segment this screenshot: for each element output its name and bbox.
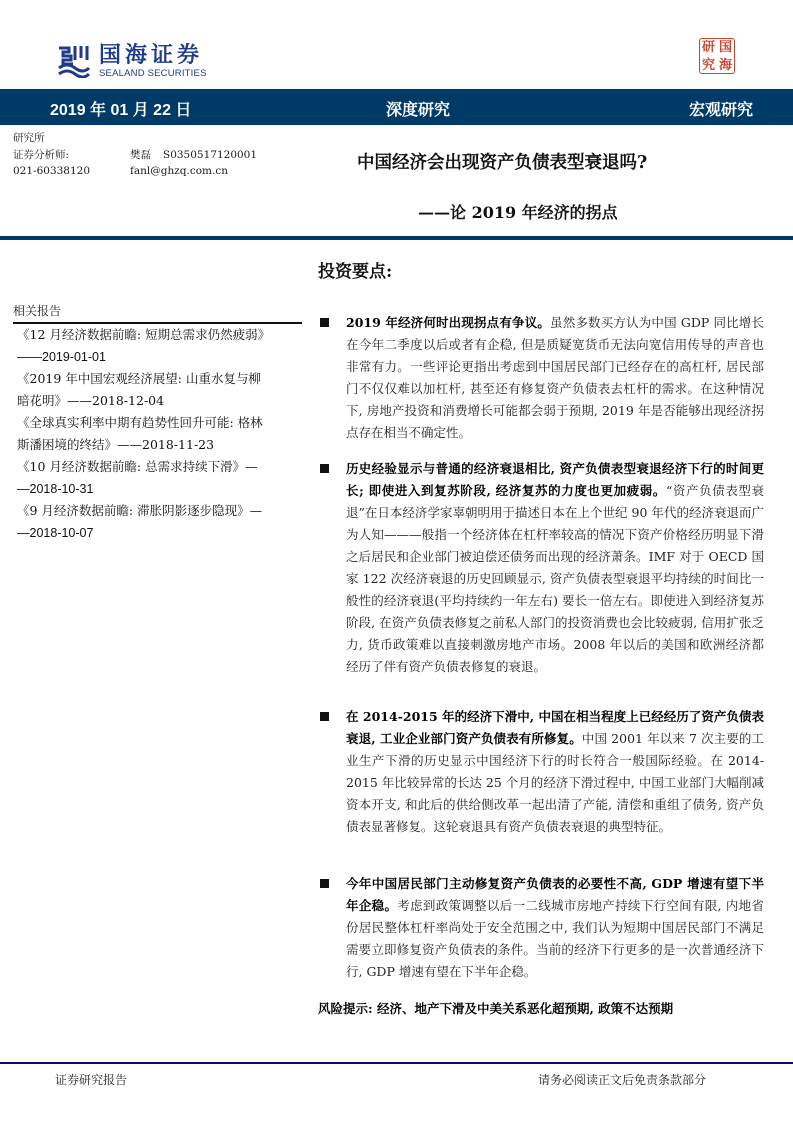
risk-warning: 风险提示: 经济、地产下滑及中美关系恶化超预期, 政策不达预期	[318, 1001, 674, 1016]
wave-logo-icon	[57, 44, 91, 78]
related-report-title: 《12 月经济数据前瞻: 短期总需求仍然疲弱》	[17, 327, 271, 342]
seal-char: 究	[701, 58, 715, 73]
section-heading: 投资要点:	[318, 262, 393, 282]
header-bar	[0, 89, 793, 125]
analyst-name: 樊磊	[130, 149, 151, 161]
related-report-date: ——2019-01-01	[17, 350, 106, 364]
bullet-square-icon	[320, 318, 329, 327]
key-point-lead: 在 2014-2015 年的经济下滑中, 中国在相当程度上已经经历了资产负债表衰退, 工业企业部门资产负债表有所修复。	[346, 709, 764, 746]
analyst-email[interactable]: fanl@ghzq.com.cn	[130, 165, 228, 177]
related-report-item[interactable]	[17, 412, 302, 456]
key-point	[318, 458, 764, 678]
key-point	[318, 873, 764, 983]
key-point	[318, 312, 764, 444]
related-reports-heading: 相关报告	[13, 304, 62, 318]
related-report-title: 《全球真实利率中期有趋势性回升可能: 格林	[17, 415, 263, 430]
key-point-text: 考虑到政策调整以后一二线城市房地产持续下行空间有限, 内地省份居民整体杠杆率尚处于安全范围之中, 我们认为短期中国居民部门不满足需要立即修复资产负债表的条件。当前的经济下行更多的是一次普通经济下行, GDP 增速有望在下半年企稳。	[346, 898, 764, 979]
key-point-lead: 2019 年经济何时出现拐点有争议。	[346, 315, 551, 330]
key-point-text: 虽然多数买方认为中国 GDP 同比增长在今年二季度以后或者有企稳, 但是质疑宽货币无法向宽信用传导的声音也非常有力。一些评论更指出考虑到中国居民部门已经存在的高杠杆, 居民部门不仅仅难以加杠杆, 甚至还有修复资产负债表去杠杆的需求。在这种情况下, 房地产投资和消费增长可能都会弱于预期, 2019 年是否能够出现经济拐点存在相当不确定性。	[346, 315, 764, 440]
brand-name-en: SEALAND SECURITIES	[99, 67, 207, 79]
related-report-item[interactable]	[17, 456, 302, 500]
related-report-item[interactable]	[17, 324, 302, 368]
related-report-date: —2018-10-31	[17, 482, 94, 496]
analyst-license: S0350517120001	[163, 149, 258, 161]
seal-char: 研	[701, 40, 715, 55]
related-report-item[interactable]	[17, 500, 302, 544]
analyst-dept: 研究所	[13, 132, 45, 144]
bullet-square-icon	[320, 712, 329, 721]
bullet-square-icon	[320, 464, 329, 473]
research-seal-icon	[699, 38, 735, 74]
analyst-role-label: 证券分析师:	[13, 149, 70, 161]
related-report-date: 暗花明》——2018-12-04	[17, 393, 165, 408]
related-report-title: 《9 月经济数据前瞻: 滞胀阴影逐步隐现》—	[17, 503, 263, 518]
key-point-lead: 历史经验显示与普通的经济衰退相比, 资产负债表型衰退经济下行的时间更长; 即使进入到复苏阶段, 经济复苏的力度也更加疲弱。	[346, 461, 764, 498]
analyst-phone: 021-60338120	[13, 165, 91, 177]
company-logo	[57, 41, 227, 81]
footer-disclaimer-note: 请务必阅读正文后免责条款部分	[538, 1073, 707, 1087]
related-report-title: 《10 月经济数据前瞻: 总需求持续下滑》—	[17, 459, 258, 474]
report-type: 深度研究	[386, 102, 451, 119]
key-point	[318, 706, 764, 838]
footer-label: 证券研究报告	[55, 1073, 128, 1087]
related-reports-list	[17, 324, 302, 544]
key-point-text: 中国 2001 年以来 7 次主要的工业生产下滑的历史显示中国经济下行的时长符合一般国际经验。在 2014-2015 年比较异常的长达 25 个月的经济下滑过程中, 中国工业部门大幅削减资本开支, 和此后的供给侧改革一起出清了产能, 清偿和重组了债务, 资产负债表显著修复。这轮衰退具有资产负债表衰退的典型特征。	[346, 731, 764, 834]
report-sector: 宏观研究	[689, 102, 754, 119]
key-point-lead: 今年中国居民部门主动修复资产负债表的必要性不高, GDP 增速有望下半年企稳。	[346, 876, 764, 913]
report-subtitle: ——论 2019 年经济的拐点	[418, 203, 618, 222]
related-report-title: 《2019 年中国宏观经济展望: 山重水复与柳	[17, 371, 261, 386]
related-report-date: 斯潘困境的终结》——2018-11-23	[17, 437, 215, 452]
report-title: 中国经济会出现资产负债表型衰退吗?	[357, 153, 648, 173]
seal-char: 海	[718, 58, 732, 73]
seal-char: 国	[718, 40, 732, 55]
title-divider	[0, 236, 793, 240]
report-date: 2019 年 01 月 22 日	[50, 102, 192, 119]
bullet-square-icon	[320, 879, 329, 888]
key-point-text: “资产负债表型衰退”在日本经济学家辜朝明用于描述日本在上个世纪 90 年代的经济衰退而广为人知———般指一个经济体在杠杆率较高的情况下资产价格经历明显下滑之后居民和企业部门被迫偿还债务而出现的经济萧条。IMF 对于 OECD 国家 122 次经济衰退的历史回顾显示, 资产负债表型衰退平均持续的时间比一般性的经济衰退(平均持续约一年左右) 要长一倍左右。即使进入到经济复苏阶段, 在资产负债表修复之前私人部门的投资消费也会比较疲弱, 信用扩张乏力, 货币政策难以直接刺激房地产市场。2008 年以后的美国和欧洲经济都经历了伴有资产负债表修复的衰退。	[346, 483, 764, 674]
related-report-date: —2018-10-07	[17, 526, 94, 540]
brand-name-cn: 国海证券	[99, 42, 204, 68]
footer-divider	[0, 1062, 793, 1064]
related-report-item[interactable]	[17, 368, 302, 412]
